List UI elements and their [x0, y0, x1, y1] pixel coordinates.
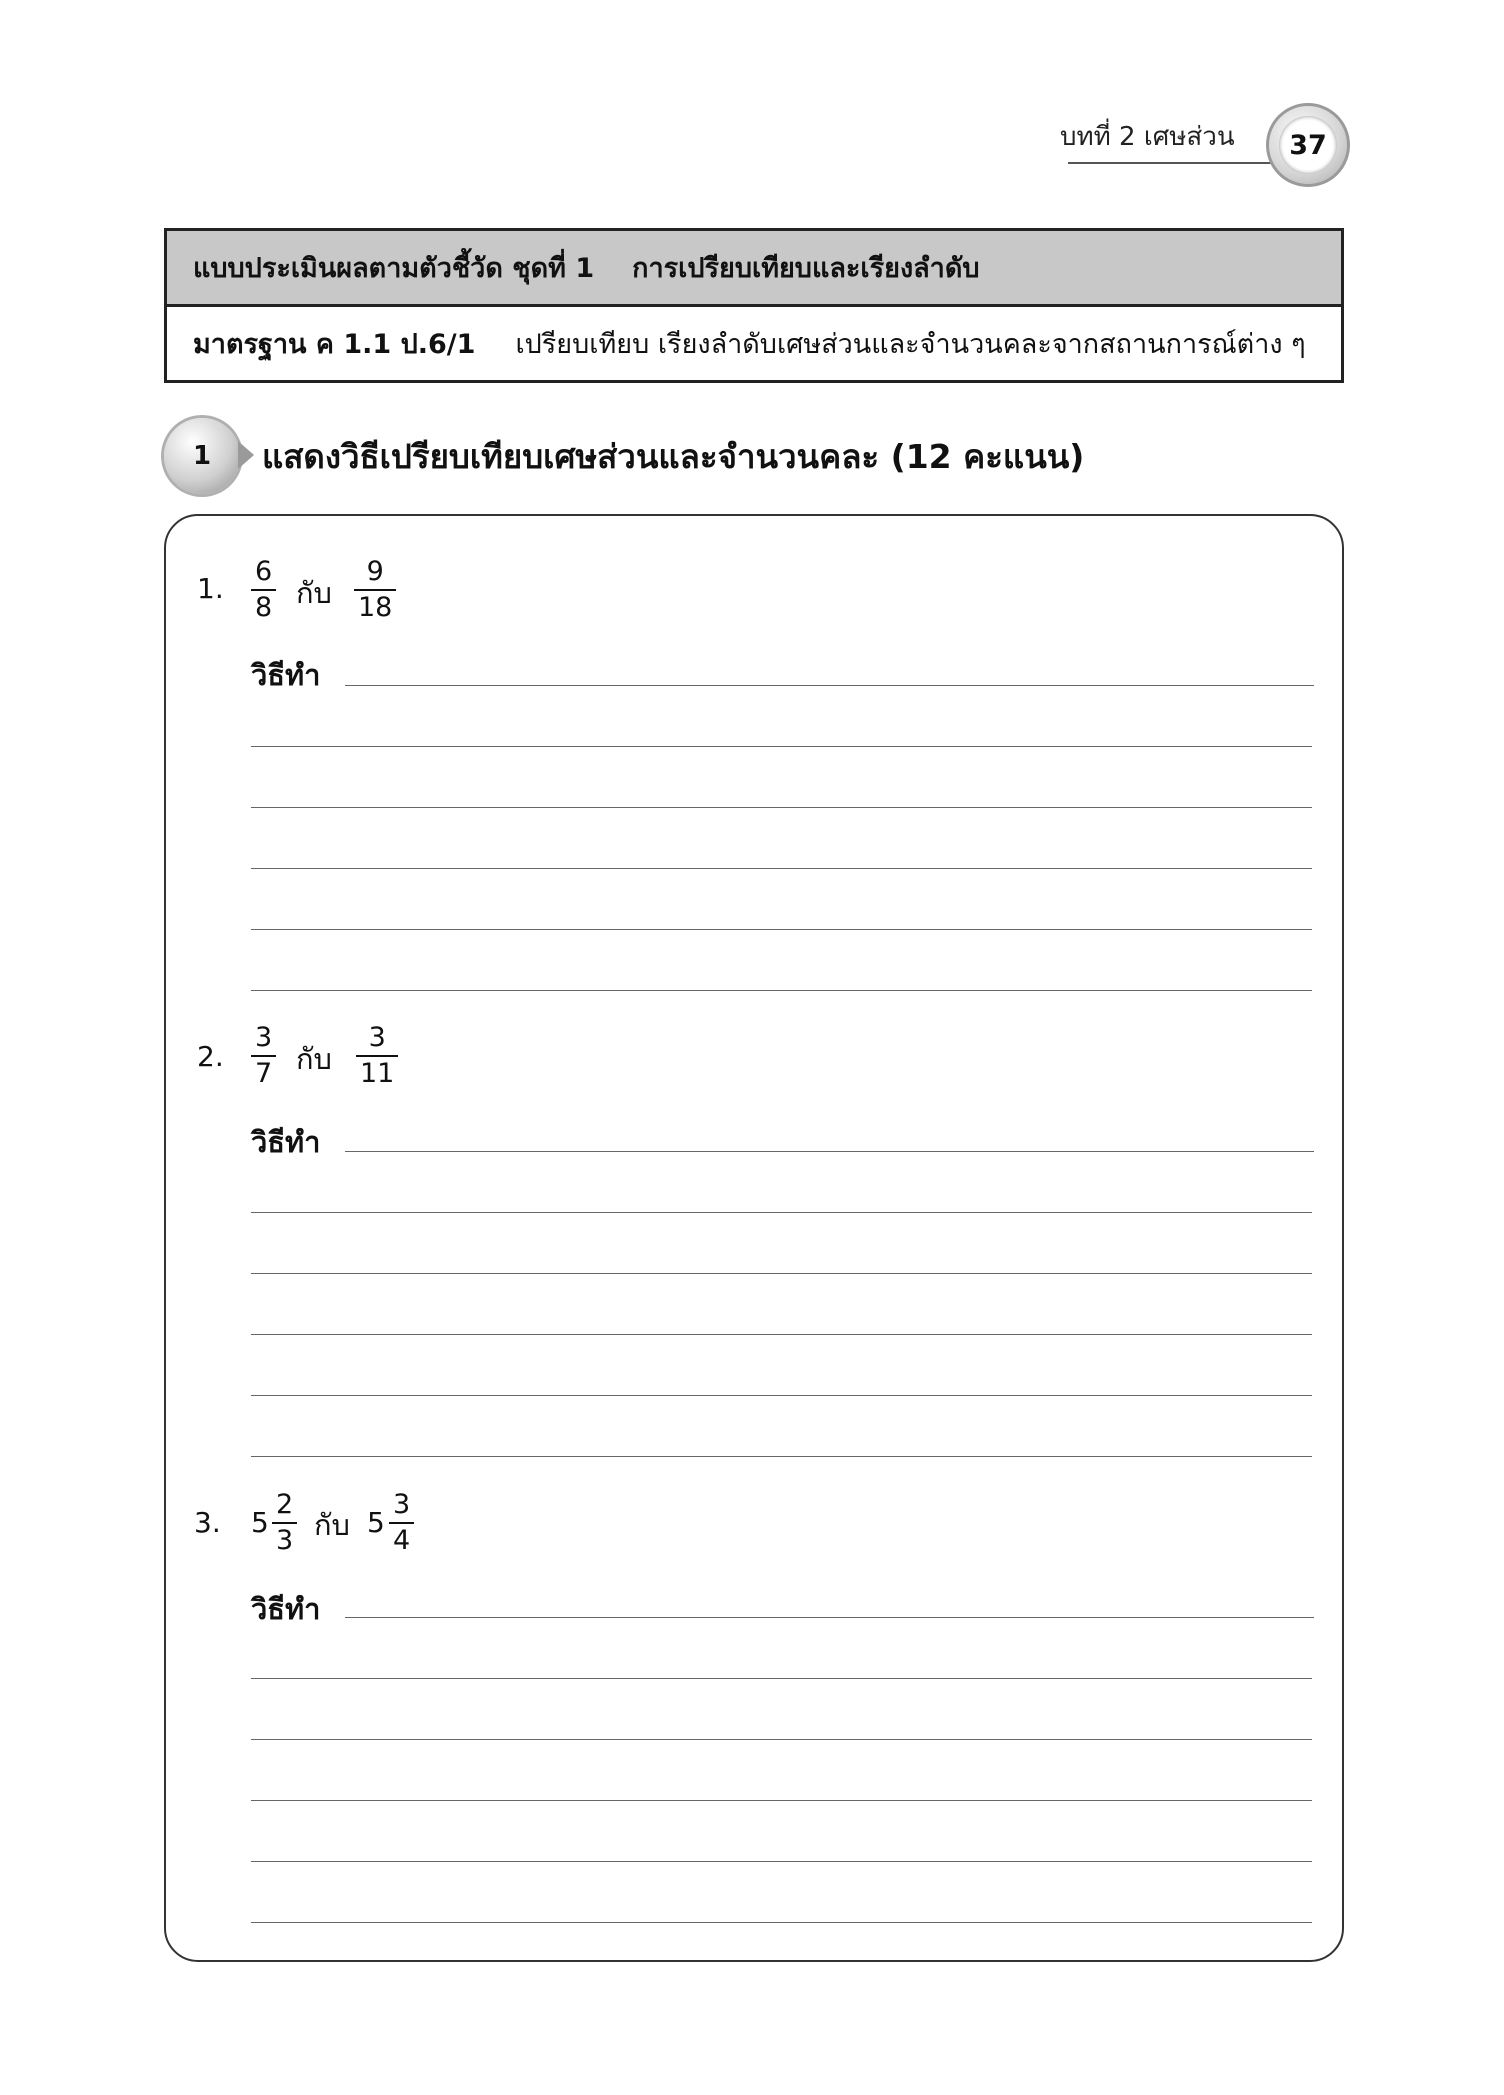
section-arrow-icon: [238, 441, 254, 469]
denominator: 18: [354, 589, 396, 625]
page-number: 37: [1279, 116, 1337, 174]
fraction-b: [389, 1488, 414, 1558]
answer-line[interactable]: [251, 1800, 1312, 1801]
fraction-b: [354, 555, 396, 625]
running-header-rule: [1068, 162, 1278, 164]
numerator: 2: [276, 1489, 294, 1520]
answer-box: [164, 514, 1344, 1962]
method-label: วิธีทำ: [251, 1125, 321, 1159]
numerator: 3: [255, 1022, 273, 1053]
denominator: 3: [272, 1522, 297, 1558]
running-header-chapter: บทที่ 2 เศษส่วน: [1060, 122, 1235, 152]
connector-word: กับ: [314, 1508, 350, 1542]
numerator: 3: [393, 1489, 411, 1520]
answer-line[interactable]: [345, 685, 1314, 686]
numerator: 9: [366, 556, 384, 587]
question-number: 3.: [194, 1506, 221, 1539]
fraction-a: [251, 1021, 276, 1091]
answer-line[interactable]: [251, 1395, 1312, 1396]
answer-line[interactable]: [251, 868, 1312, 869]
answer-line[interactable]: [251, 1212, 1312, 1213]
answer-line[interactable]: [251, 1861, 1312, 1862]
answer-line[interactable]: [251, 1678, 1312, 1679]
question-number: 1.: [197, 572, 224, 605]
answer-line[interactable]: [251, 746, 1312, 747]
assessment-standard-row: [167, 307, 1341, 380]
assessment-header: [164, 228, 1344, 383]
denominator: 11: [356, 1055, 398, 1091]
connector-word: กับ: [296, 576, 332, 610]
answer-line[interactable]: [251, 990, 1312, 991]
section-number-badge: 1: [164, 418, 240, 494]
answer-line[interactable]: [345, 1617, 1314, 1618]
answer-line[interactable]: [251, 1273, 1312, 1274]
connector-word: กับ: [296, 1042, 332, 1076]
fraction-b: [356, 1021, 398, 1091]
page-number-badge: [1266, 103, 1350, 187]
assessment-title-row: [167, 231, 1341, 307]
question-number: 2.: [197, 1040, 224, 1073]
section-title: แสดงวิธีเปรียบเทียบเศษส่วนและจำนวนคละ (12 คะแนน): [262, 437, 1085, 476]
answer-line[interactable]: [251, 1456, 1312, 1457]
answer-line[interactable]: [251, 929, 1312, 930]
numerator: 3: [368, 1022, 386, 1053]
fraction-a: [251, 555, 276, 625]
denominator: 4: [389, 1522, 414, 1558]
method-label: วิธีทำ: [251, 1592, 321, 1626]
answer-line[interactable]: [251, 807, 1312, 808]
answer-line[interactable]: [251, 1334, 1312, 1335]
assessment-title: แบบประเมินผลตามตัวชี้วัด ชุดที่ 1: [193, 253, 595, 284]
standard-code: มาตรฐาน ค 1.1 ป.6/1: [193, 329, 476, 360]
whole-number-a: 5: [251, 1506, 269, 1539]
standard-text: เปรียบเทียบ เรียงลำดับเศษส่วนและจำนวนคละจากสถานการณ์ต่าง ๆ: [515, 329, 1306, 360]
fraction-a: [272, 1488, 297, 1558]
denominator: 7: [251, 1055, 276, 1091]
numerator: 6: [255, 556, 273, 587]
denominator: 8: [251, 589, 276, 625]
method-label: วิธีทำ: [251, 658, 321, 692]
whole-number-b: 5: [367, 1506, 385, 1539]
answer-line[interactable]: [251, 1922, 1312, 1923]
assessment-topic: การเปรียบเทียบและเรียงลำดับ: [632, 253, 980, 284]
answer-line[interactable]: [345, 1151, 1314, 1152]
answer-line[interactable]: [251, 1739, 1312, 1740]
